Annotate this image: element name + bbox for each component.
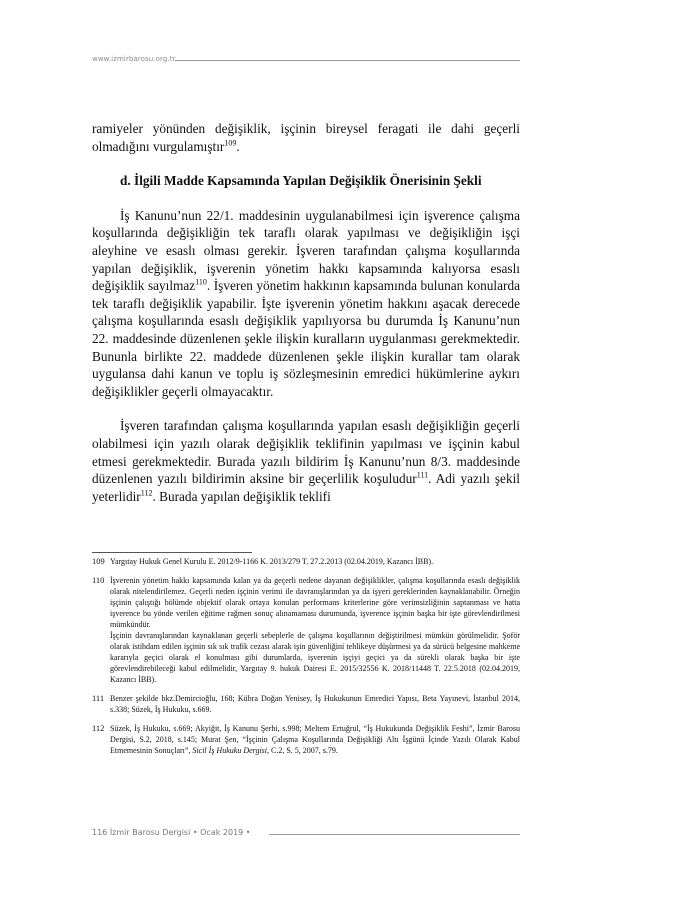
footer-rule <box>269 834 520 835</box>
footnote-text: Süzek, İş Hukuku, s.669; Akyiğit, İş Kanunu Şerhi, s.998; Meltem Ertuğrul, “İş Hukukunda Değişiklik Feshi”, İzmir Barosu Dergisi, S.2, 2018, s.145; Murat Şen, “İşçinin Çalışma Koşullarında Değişikliği Altı İşgünü İçinde Yazılı Olarak Kabul Etmemesinin Sonuçları”, Sicil İş Hukuku Dergisi, C.2, S. 5, 2007, s.79. <box>110 724 520 755</box>
header-url: www.izmirbarosu.org.tr <box>92 55 176 63</box>
paragraph-2: İşveren tarafından çalışma koşullarında yapılan esaslı değişikliğin geçerli olabilmesi için yazılı olarak değişiklik teklifinin yapılması ve işçinin kabul etmesi gerekmektedir. Burada yazılı bildirim İş Kanunu’nun 8/3. maddesinde düzenlenen yazılı bildirimin aksine bir geçerlilik koşuludur$^{111}$. Adi yazılı şekil yeterlidir$^{112}$. Burada yapılan değişiklik teklifi <box>92 418 520 504</box>
page-header <box>92 55 520 67</box>
footnote-112 <box>92 723 520 756</box>
footnote-ref-110[interactable]: 110 <box>195 277 207 287</box>
main-text <box>92 120 520 505</box>
paragraph-continuation: ramiyeler yönünden değişiklik, işçinin bireysel feragati ile dahi geçerli olmadığını vurgulamıştır$^{109}$. <box>92 121 520 154</box>
footnotes <box>92 556 520 756</box>
footnote-109 <box>92 556 520 567</box>
footnote-number: 109 <box>92 556 105 566</box>
footnote-number: 110 <box>92 575 105 585</box>
page-footer <box>92 828 520 840</box>
footnote-number: 112 <box>92 723 105 733</box>
footnote-text: Yargıtay Hukuk Genel Kurulu E. 2012/9-1166 K. 2013/279 T. 27.2.2013 (02.04.2019, Kazancı İBB). <box>110 557 434 566</box>
footnote-text: İşverenin yönetim hakkı kapsamında kalan ya da geçerli nedene dayanan değişiklikler, çalışma koşullarında esaslı değişiklik olarak nitelendirilemez. Geçerli neden işçinin verimi ile davranışlarından ya da işyeri gereklerinden kaynaklanabilir. Örneğin işçinin çalıştığı bölümde objektif olarak ortaya konulan performans kriterlerine göre verimsizliğinin saptanması ve hatta işverence bu yönde verilen eğitime rağmen sonuç alınamaması durumunda, işverence işçinin başka bir işte görevlendirilmesi mümkündür. <box>110 576 520 629</box>
footnote-ref-112[interactable]: 112 <box>140 488 153 498</box>
section-heading: d. İlgili Madde Kapsamında Yapılan Değişiklik Önerisinin Şekli <box>120 173 482 189</box>
footnote-110 <box>92 575 520 685</box>
footnote-111 <box>92 693 520 715</box>
paragraph-1: İş Kanunu’nun 22/1. maddesinin uygulanabilmesi için işverence çalışma koşullarında değişikliğin tek taraflı olarak yapılması ve değişikliğin işçi aleyhine ve esaslı olması gerekir. İşveren tarafından çalışma koşullarında yapılan değişiklik, işverenin yönetim hakkı kapsamında kalıyorsa esaslı değişiklik sayılmaz$^{110}$. İşveren yönetim hakkının kapsamında bulunan konularda tek taraflı değişiklik yapabilir. İşte işverenin yönetim hakkını aşacak derecede çalışma koşullarında esaslı değişiklik yapılıyorsa bu durumda İş Kanunu’nun 22. maddesinde düzenlenen şekle ilişkin kuralların uygulanması gerekmektedir. Bununla birlikte 22. maddede düzenlenen şekle ilişkin kurallar tam olarak uygulansa dahi kanun ve toplu iş sözleşmesinin emredici hükümlerine aykırı değişiklikler geçerli olmayacaktır. <box>92 207 520 399</box>
footnote-number: 111 <box>92 693 105 703</box>
footer-text: 116 İzmir Barosu Dergisi • Ocak 2019 • <box>92 828 251 837</box>
footnote-text-cont: İşçinin davranışlarından kaynaklanan geçerli sebeplerle de çalışma koşullarının değiştirilmesi mümkün görülmelidir. Şoför olarak istihdam edilen işçinin sık sık trafik cezası alarak işin güvenliğini tehlikeye düşürmesi ya da sürücü belgesine mahkeme kararıyla geçici olarak el konulması gibi durumlarda, işverenin işçiyi geçici ya da sürekli olarak başka bir işte görevlendirebileceği kabul edilmelidir, Yargıtay 9. hukuk Dairesi E. 2015/32556 K. 2018/11448 T. 22.5.2018 (02.04.2019, Kazancı İBB). <box>110 631 520 684</box>
header-rule <box>175 60 520 61</box>
footnote-separator <box>92 552 252 553</box>
footnote-ref-111[interactable]: 111 <box>416 470 429 480</box>
footnote-ref-109[interactable]: 109 <box>224 138 237 148</box>
footnote-text: Benzer şekilde bkz.Demircioğlu, 168; Kübra Doğan Yenisey, İş Hukukunun Emredici Yapısı, Beta Yayınevi, İstanbul 2014, s.338; Süzek, İş Hukuku, s.669. <box>110 694 520 714</box>
